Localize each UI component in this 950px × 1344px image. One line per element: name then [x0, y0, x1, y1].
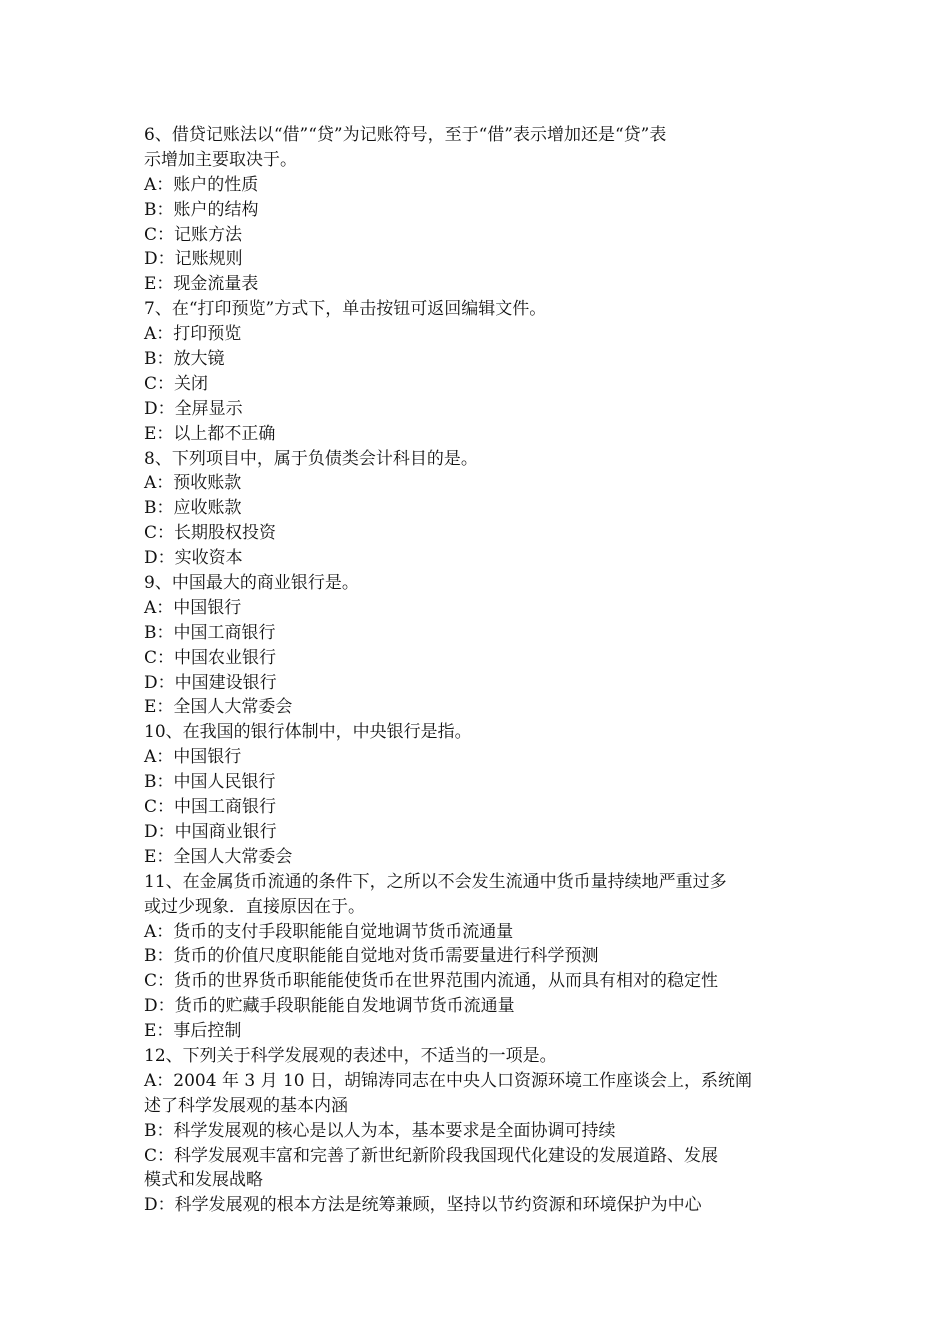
question-11-option-e: E：事后控制 — [144, 1021, 242, 1042]
question-7-option-b: B：放大镜 — [144, 349, 225, 370]
question-6-option-b: B：账户的结构 — [144, 199, 259, 220]
question-8-stem: 8、下列项目中，属于负债类会计科目的是。 — [144, 448, 478, 469]
question-9 — [144, 571, 812, 720]
question-10-option-b: B：中国人民银行 — [144, 772, 276, 793]
question-8-option-d: D：实收资本 — [144, 548, 243, 569]
question-9-option-e: E：全国人大常委会 — [144, 697, 293, 718]
question-10-stem: 10、在我国的银行体制中，中央银行是指。 — [144, 722, 472, 743]
question-11 — [144, 870, 812, 1044]
question-9-option-b: B：中国工商银行 — [144, 622, 276, 643]
question-12-option-c-line-2: 模式和发展战略 — [144, 1170, 263, 1191]
question-12-option-b: B：科学发展观的核心是以人为本，基本要求是全面协调可持续 — [144, 1120, 616, 1141]
question-11-option-c: C：货币的世界货币职能能使货币在世界范围内流通，从而具有相对的稳定性 — [144, 971, 719, 992]
question-7-option-e: E：以上都不正确 — [144, 423, 276, 444]
question-list — [144, 123, 812, 1218]
question-9-option-c: C：中国农业银行 — [144, 647, 277, 668]
question-12-option-c-line-1: C：科学发展观丰富和完善了新世纪新阶段我国现代化建设的发展道路、发展 — [144, 1145, 719, 1166]
question-9-option-a: A：中国银行 — [144, 597, 242, 618]
question-6-stem-line-2: 示增加主要取决于。 — [144, 149, 297, 170]
question-10-option-a: A：中国银行 — [144, 747, 242, 768]
question-8-option-b: B：应收账款 — [144, 498, 242, 519]
question-7-stem: 7、在“打印预览”方式下，单击按钮可返回编辑文件。 — [144, 299, 547, 320]
question-10-option-c: C：中国工商银行 — [144, 797, 277, 818]
question-6-option-e: E：现金流量表 — [144, 274, 259, 295]
question-11-option-d: D：货币的贮藏手段职能能自发地调节货币流通量 — [144, 996, 515, 1017]
question-7-option-a: A：打印预览 — [144, 324, 242, 345]
question-7-option-d: D：全屏显示 — [144, 398, 243, 419]
question-6-option-d: D：记账规则 — [144, 249, 243, 270]
question-7 — [144, 297, 812, 446]
question-12 — [144, 1044, 812, 1218]
question-12-option-a-line-1: A：2004 年 3 月 10 日，胡锦涛同志在中央人口资源环境工作座谈会上，系统阐 — [144, 1070, 753, 1091]
question-8 — [144, 447, 812, 571]
question-11-option-b: B：货币的价值尺度职能能自觉地对货币需要量进行科学预测 — [144, 946, 599, 967]
question-6 — [144, 123, 812, 297]
question-6-option-c: C：记账方法 — [144, 224, 243, 245]
question-12-stem: 12、下列关于科学发展观的表述中，不适当的一项是。 — [144, 1045, 557, 1066]
question-10 — [144, 720, 812, 869]
question-9-option-d: D：中国建设银行 — [144, 672, 277, 693]
question-6-option-a: A：账户的性质 — [144, 174, 259, 195]
question-10-option-e: E：全国人大常委会 — [144, 846, 293, 867]
question-9-stem: 9、中国最大的商业银行是。 — [144, 573, 359, 594]
question-8-option-c: C：长期股权投资 — [144, 523, 277, 544]
question-11-stem-line-1: 11、在金属货币流通的条件下，之所以不会发生流通中货币量持续地严重过多 — [144, 871, 727, 892]
question-6-stem-line-1: 6、借贷记账法以“借”“贷”为记账符号，至于“借”表示增加还是“贷”表 — [144, 125, 667, 145]
question-12-option-d: D：科学发展观的根本方法是统筹兼顾，坚持以节约资源和环境保护为中心 — [144, 1195, 702, 1216]
question-10-option-d: D：中国商业银行 — [144, 821, 277, 842]
question-12-option-a-line-2: 述了科学发展观的基本内涵 — [144, 1095, 348, 1116]
question-11-stem-line-2: 或过少现象．直接原因在于。 — [144, 896, 365, 917]
question-8-option-a: A：预收账款 — [144, 473, 242, 494]
question-7-option-c: C：关闭 — [144, 373, 209, 394]
question-11-option-a: A：货币的支付手段职能能自觉地调节货币流通量 — [144, 921, 514, 942]
